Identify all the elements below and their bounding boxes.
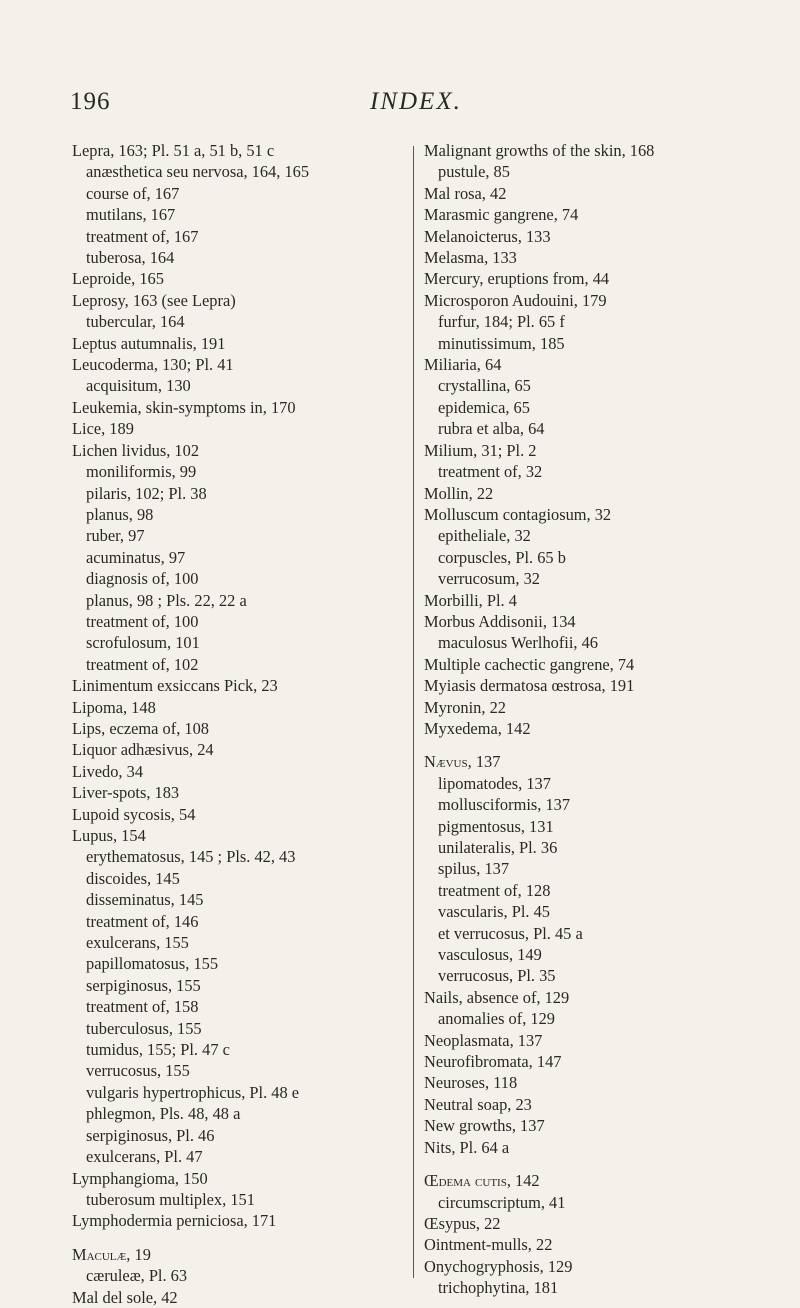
index-subentry: treatment of, 100 [86, 611, 199, 631]
index-entry: Neutral soap, 23 [424, 1094, 532, 1114]
column-divider [413, 146, 414, 1278]
index-subentry: treatment of, 146 [86, 911, 199, 931]
index-subentry: serpiginosus, 155 [86, 975, 201, 995]
index-subentry: acuminatus, 97 [86, 547, 186, 567]
index-subentry: tuberculosus, 155 [86, 1018, 202, 1038]
index-entry: Liver-spots, 183 [72, 783, 180, 803]
index-subentry: trichophytina, 181 [438, 1278, 559, 1298]
index-entry: Œdema cutis, 142 [424, 1171, 540, 1191]
index-entry: Molluscum contagiosum, 32 [424, 504, 612, 524]
index-entry: Lymphodermia perniciosa, 171 [72, 1211, 277, 1231]
index-entry: Maculæ, 19 [72, 1244, 151, 1264]
index-entry: Mercury, eruptions from, 44 [424, 269, 610, 289]
index-entry: Multiple cachectic gangrene, 74 [424, 654, 635, 674]
index-subentry: scrofulosum, 101 [86, 633, 200, 653]
index-subentry: rubra et alba, 64 [438, 419, 545, 439]
index-subentry: treatment of, 32 [438, 462, 543, 482]
index-subentry: papillomatosus, 155 [86, 954, 219, 974]
index-subentry: diagnosis of, 100 [86, 569, 199, 589]
index-entry: Myxedema, 142 [424, 718, 531, 738]
index-entry: Lymphangioma, 150 [72, 1168, 208, 1188]
index-subentry: unilateralis, Pl. 36 [438, 838, 558, 857]
index-entry: Ointment-mulls, 22 [424, 1235, 553, 1255]
index-entry: Malignant growths of the skin, 168 [424, 141, 655, 160]
index-subentry: planus, 98 ; Pls. 22, 22 a [86, 590, 247, 610]
index-entry: Leproide, 165 [72, 269, 164, 289]
index-entry: Neoplasmata, 137 [424, 1030, 543, 1050]
index-column-right [424, 140, 764, 1299]
page-number: 196 [70, 88, 111, 115]
index-entry: Melasma, 133 [424, 248, 517, 268]
index-subentry: pilaris, 102; Pl. 38 [86, 483, 207, 503]
index-entry: Melanoicterus, 133 [424, 226, 551, 246]
index-subentry: et verrucosus, Pl. 45 a [438, 923, 583, 943]
index-entry: Neurofibromata, 147 [424, 1052, 562, 1072]
index-subentry: pigmentosus, 131 [438, 816, 554, 836]
index-subentry: treatment of, 167 [86, 226, 199, 246]
index-entry: Nails, absence of, 129 [424, 987, 570, 1007]
index-subentry: discoides, 145 [86, 868, 180, 888]
index-subentry: corpuscles, Pl. 65 b [438, 547, 566, 567]
index-subentry: epitheliale, 32 [438, 526, 531, 546]
index-subentry: course of, 167 [86, 183, 180, 203]
index-entry: Lupus, 154 [72, 826, 146, 845]
index-subentry: crystallina, 65 [438, 376, 531, 396]
index-entry: Nits, Pl. 64 a [424, 1137, 510, 1157]
index-entry: Œsypus, 22 [424, 1213, 501, 1233]
index-subentry: moniliformis, 99 [86, 462, 197, 482]
index-subentry: treatment of, 158 [86, 997, 199, 1017]
index-subentry: furfur, 184; Pl. 65 f [438, 312, 565, 332]
index-subentry: pustule, 85 [438, 162, 510, 182]
index-entry: Morbilli, Pl. 4 [424, 590, 517, 610]
index-subentry: epidemica, 65 [438, 397, 530, 417]
index-subentry: phlegmon, Pls. 48, 48 a [86, 1104, 241, 1124]
index-subentry: tuberosum multiplex, 151 [86, 1189, 255, 1209]
index-entry: Lichen lividus, 102 [72, 440, 200, 460]
index-subentry: tumidus, 155; Pl. 47 c [86, 1040, 230, 1060]
index-subentry: lipomatodes, 137 [438, 773, 551, 793]
index-entry: Mal del sole, 42 [72, 1287, 178, 1307]
index-subentry: circumscriptum, 41 [438, 1192, 566, 1212]
index-subentry: ruber, 97 [86, 526, 145, 546]
index-subentry: maculosus Werlhofii, 46 [438, 633, 598, 653]
index-entry: Leptus autumnalis, 191 [72, 333, 226, 353]
index-subentry: exulcerans, Pl. 47 [86, 1147, 203, 1167]
index-subentry: tuberosa, 164 [86, 248, 175, 268]
index-subentry: erythematosus, 145 ; Pls. 42, 43 [86, 847, 296, 867]
index-subentry: vulgaris hypertrophicus, Pl. 48 e [86, 1082, 300, 1102]
index-entry: Microsporon Audouini, 179 [424, 290, 607, 310]
index-entry: Leukemia, skin-symptoms in, 170 [72, 397, 296, 417]
index-entry: Marasmic gangrene, 74 [424, 205, 579, 225]
index-entry: Lepra, 163; Pl. 51 a, 51 b, 51 c [72, 141, 275, 160]
index-subentry: treatment of, 102 [86, 654, 199, 674]
index-subentry: verrucosus, 155 [86, 1061, 190, 1081]
index-entry: Myiasis dermatosa œstrosa, 191 [424, 676, 635, 696]
index-subentry: anæsthetica seu nervosa, 164, 165 [86, 162, 310, 182]
index-subentry: exulcerans, 155 [86, 933, 189, 953]
index-entry: Leprosy, 163 (see Lepra) [72, 290, 236, 310]
index-subentry: serpiginosus, Pl. 46 [86, 1125, 215, 1145]
index-subentry: cæruleæ, Pl. 63 [86, 1266, 188, 1286]
index-entry: Lipoma, 148 [72, 697, 156, 717]
index-entry: Leucoderma, 130; Pl. 41 [72, 355, 234, 375]
index-subentry: mollusciformis, 137 [438, 795, 571, 815]
index-subentry: treatment of, 128 [438, 880, 551, 900]
index-subentry: minutissimum, 185 [438, 333, 565, 353]
index-entry: Liquor adhæsivus, 24 [72, 740, 214, 760]
index-entry: Nævus, 137 [424, 752, 501, 772]
index-entry: Lips, eczema of, 108 [72, 718, 209, 738]
index-entry: Onychogryphosis, 129 [424, 1256, 573, 1276]
index-entry: Mollin, 22 [424, 483, 494, 503]
index-entry: Linimentum exsiccans Pick, 23 [72, 676, 278, 696]
index-subentry: acquisitum, 130 [86, 376, 191, 396]
index-subentry: disseminatus, 145 [86, 890, 204, 910]
running-head: INDEX. [370, 88, 462, 115]
index-subentry: vasculosus, 149 [438, 945, 542, 965]
index-entry: Miliaria, 64 [424, 355, 502, 375]
index-entry: Livedo, 34 [72, 761, 144, 781]
index-entry: Milium, 31; Pl. 2 [424, 440, 537, 460]
index-entry: Myronin, 22 [424, 697, 506, 717]
index-subentry: planus, 98 [86, 504, 154, 524]
index-entry: Neuroses, 118 [424, 1073, 518, 1093]
index-subentry: verrucosus, Pl. 35 [438, 966, 556, 986]
index-subentry: vascularis, Pl. 45 [438, 902, 550, 922]
index-entry: Mal rosa, 42 [424, 183, 507, 203]
index-entry: Morbus Addisonii, 134 [424, 611, 576, 631]
index-column-left [72, 140, 412, 1308]
index-entry: New growths, 137 [424, 1116, 545, 1136]
index-entry: Lupoid sycosis, 54 [72, 804, 196, 824]
index-subentry: anomalies of, 129 [438, 1009, 555, 1029]
index-subentry: spilus, 137 [438, 859, 510, 879]
index-subentry: tubercular, 164 [86, 312, 185, 332]
index-subentry: mutilans, 167 [86, 205, 176, 225]
index-subentry: verrucosum, 32 [438, 569, 540, 589]
index-entry: Lice, 189 [72, 419, 134, 439]
